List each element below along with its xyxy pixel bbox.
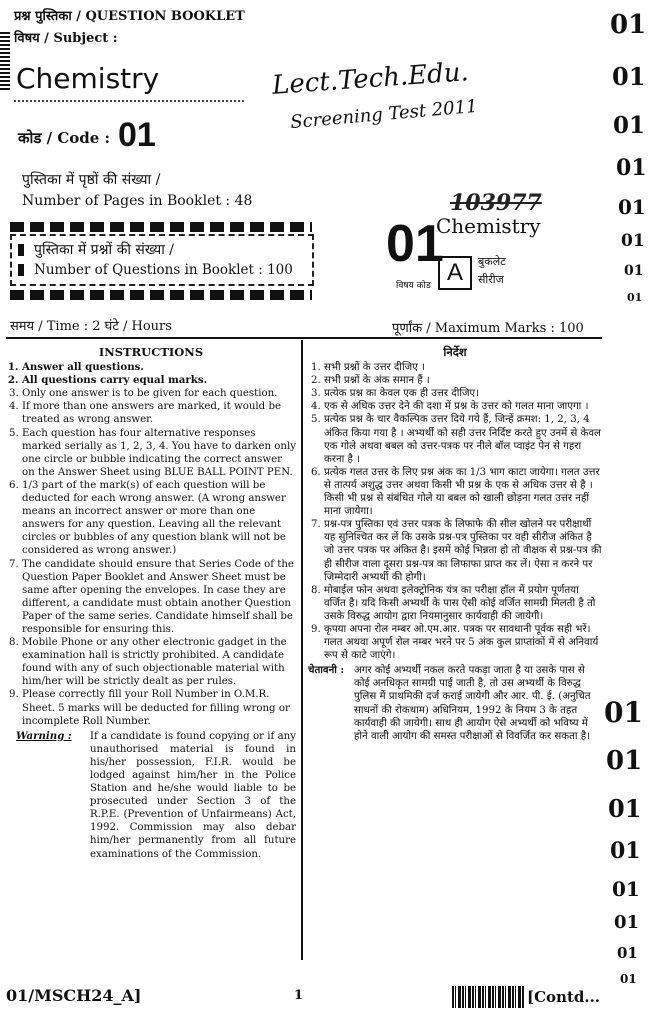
box-marker	[18, 244, 24, 256]
margin-code: 01	[624, 263, 644, 279]
booklet-title: प्रश्न पुस्तिका / QUESTION BOOKLET	[14, 9, 245, 24]
instructions-title: INSTRUCTIONS	[98, 345, 204, 359]
contd-label: [Contd...	[527, 988, 601, 1006]
subject-code-label: विषय कोड	[396, 281, 431, 291]
questions-box	[10, 234, 314, 286]
instruction-item: 4. If more than one answers are marked, it would be treated as wrong answer.	[22, 400, 296, 426]
instruction-item: 1. Answer all questions.	[22, 361, 296, 374]
instruction-item-hindi: 8. मोबाईल फोन अथवा इलेक्ट्रोनिक यंत्र का परीक्षा हॉल में प्रयोग पूर्णतया वर्जित है। यदि किसी अभ्यर्थी के पास ऐसी कोई वर्जित सामग्री मिलती है तो उसके विरुद्ध आयोग द्वारा नियमानुसार कार्यवाही की जायेगी।	[324, 584, 602, 623]
margin-code: 01	[616, 155, 647, 181]
instructions-english	[6, 346, 296, 861]
pages-label-hindi: पुस्तिका में पृष्ठों की संख्या /	[22, 172, 161, 188]
warning-label: Warning :	[16, 729, 72, 742]
warning-text-hindi: अगर कोई अभ्यर्थी नकल करते पकड़ा जाता है या उसके पास से कोई अनधिकृत सामग्री पाई जाती है, तो उस अभ्यर्थी के विरुद्ध पुलिस में प्राथमिकी दर्ज कराई जायेगी और आर. पी. ई. (अनुचित साधनों की रोकथाम) अधिनियम, 1992 के नियम 3 के तहत कार्यवाही की जायेगी। साथ ही आयोग ऐसे अभ्यर्थी को भविष्य में होने वाली आयोग की समस्त परीक्षाओं से विवर्जित कर सकता है।	[354, 665, 591, 742]
serial-number: 103977	[450, 190, 542, 216]
instructions-list-hindi	[308, 361, 602, 662]
subject-value: Chemistry	[16, 62, 160, 95]
instruction-item-hindi: 4. एक से अधिक उत्तर देने की दशा में प्रश्न के उत्तर को गलत माना जाएगा ।	[324, 400, 602, 413]
instruction-item-hindi: 1. सभी प्रश्नों के उत्तर दीजिए ।	[324, 361, 602, 374]
barcode	[452, 986, 524, 1008]
top-rule	[6, 337, 602, 339]
margin-code: 01	[620, 972, 637, 986]
instructions-hindi	[308, 346, 602, 743]
instruction-item-hindi: 7. प्रश्न-पत्र पुस्तिका एवं उत्तर पत्रक के लिफाफे की सील खोलने पर परीक्षार्थी यह सुनिश्चित कर लें कि उसके प्रश्न-पत्र पुस्तिका पर वही सीरीज अंकित है जो उत्तर पत्रक पर अंकित है। इसमें कोई भिन्नता हो तो वीक्षक से प्रश्न-पत्र की ही सीरीज वाला दूसरा प्रश्न-पत्र का लिफाफा प्राप्त कर लें। ऐसा न करने पर जिम्मेदारी अभ्यर्थी की होगी।	[324, 518, 602, 583]
questions-label-hindi: पुस्तिका में प्रश्नों की संख्या /	[34, 242, 174, 258]
warning-text: If a candidate is found copying or if any unauthorised material is found in his/her possession, F.I.R. would be lodged against him/her in the Police Station and he/she would liable to be prosecuted under Section 3 of the R.P.E. (Prevention of Unfairmeans) Act, 1992. Commission may also debar him/her permanently from all future examinations of the Commission.	[90, 730, 296, 860]
edge-strip	[0, 30, 10, 90]
margin-code: 01	[614, 912, 640, 933]
instruction-item: 2. All questions carry equal marks.	[22, 374, 296, 387]
separator-bar	[10, 290, 312, 300]
margin-code: 01	[617, 944, 638, 962]
instructions-title-hindi: निर्देश	[443, 345, 467, 359]
margin-code: 01	[610, 10, 647, 40]
margin-code: 01	[612, 62, 646, 91]
margin-code: 01	[604, 696, 643, 729]
column-divider	[301, 340, 303, 960]
margin-code: 01	[610, 838, 641, 864]
warning-block-hindi	[308, 664, 602, 743]
series-subject-name: Chemistry	[436, 214, 541, 238]
instruction-item: 9. Please correctly fill your Roll Number in O.M.R. Sheet. 5 marks will be deducted for filling wrong or incomplete Roll Number.	[22, 688, 296, 727]
instructions-list	[6, 361, 296, 728]
margin-code: 01	[621, 231, 645, 251]
instruction-item: 8. Mobile Phone or any other electronic gadget in the examination hall is strictly prohibited. A candidate found with any of such objectionable material with him/her will be strictly dealt as per rules.	[22, 636, 296, 688]
instruction-item-hindi: 6. प्रत्येक गलत उत्तर के लिए प्रश्न अंक का 1/3 भाग काटा जायेगा। गलत उत्तर से तात्पर्य अशुद्ध उत्तर अथवा किसी भी प्रश्न के एक से अधिक उत्तर से है । किसी भी प्रश्न से संबंधित गोले या बबल को खाली छोड़ना गलत उत्तर नहीं माना जायेगा।	[324, 466, 602, 518]
subject-label: विषय / Subject :	[14, 31, 118, 46]
max-marks: पूर्णांक / Maximum Marks : 100	[392, 321, 584, 336]
subject-underline	[14, 100, 244, 102]
time-label: समय / Time : 2 घंटे / Hours	[10, 319, 172, 334]
instruction-item: 5. Each question has four alternative responses marked serially as 1, 2, 3, 4. You have to darken only one circle or bubble indicating the correct answer on the Answer Sheet using BLUE BALL POINT PEN.	[22, 427, 296, 479]
handwritten-note-1: Lect.Tech.Edu.	[271, 57, 470, 101]
footer-code: 01/MSCH24_A]	[6, 986, 142, 1005]
instruction-item: 3. Only one answer is to be given for each question.	[22, 387, 296, 400]
margin-code: 01	[618, 195, 646, 219]
instruction-item: 6. 1/3 part of the mark(s) of each question will be deducted for each wrong answer. (A wrong answer means an incorrect answer or more than one answers for any question. Leaving all the relevant circles or bubbles of any question blank will not be considered as wrong answer.)	[22, 479, 296, 558]
warning-block	[6, 730, 296, 861]
instruction-item-hindi: 3. प्रत्येक प्रश्न का केवल एक ही उत्तर दीजिए।	[324, 387, 602, 400]
margin-code: 01	[608, 794, 642, 823]
instruction-item-hindi: 9. कृपया अपना रोल नम्बर ओ.एम.आर. पत्रक पर सावधानी पूर्वक सही भरें। गलत अथवा अपूर्ण रोल नम्बर भरने पर 5 अंक कुल प्राप्तांकों में से अनिवार्य रूप से काटे जाएंगे।	[324, 623, 602, 662]
margin-code: 01	[627, 291, 643, 304]
instruction-item-hindi: 2. सभी प्रश्नों के अंक समान हैं ।	[324, 374, 602, 387]
code-label: कोड / Code :	[18, 129, 111, 147]
margin-code: 01	[612, 877, 640, 901]
margin-code: 01	[606, 746, 643, 776]
series-label-1: बुकलेट	[478, 255, 506, 268]
handwritten-note-2: Screening Test 2011	[289, 95, 479, 134]
box-marker	[18, 264, 24, 276]
series-label-2: सीरीज	[478, 273, 504, 286]
code-value: 01	[118, 116, 156, 154]
margin-code: 01	[613, 112, 646, 139]
subject-code-big: 01	[386, 215, 444, 273]
questions-label-english: Number of Questions in Booklet : 100	[34, 262, 293, 278]
instruction-item: 7. The candidate should ensure that Series Code of the Question Paper Booklet and Answer Sheet must be same after opening the envelopes. In case they are different, a candidate must obtain another Question Paper of the same series. Candidate himself shall be responsible for ensuring this.	[22, 558, 296, 637]
page-number: 1	[294, 988, 304, 1003]
pages-label-english: Number of Pages in Booklet : 48	[22, 193, 253, 209]
instruction-item-hindi: 5. प्रत्येक प्रश्न के चार वैकल्पिक उत्तर दिये गये हैं, जिन्हें क्रमश: 1, 2, 3, 4 अंकित किया गया है । अभ्यर्थी को सही उत्तर निर्दिष्ट करते हुए उनमें से केवल एक गोले अथवा बबल को उत्तर-पत्रक पर नीले बॉल प्वाइंट पेन से गहरा करना है ।	[324, 413, 602, 465]
series-letter-box: A	[438, 256, 472, 290]
separator-bar	[10, 222, 312, 232]
warning-label-hindi: चेतावनी :	[308, 664, 345, 677]
